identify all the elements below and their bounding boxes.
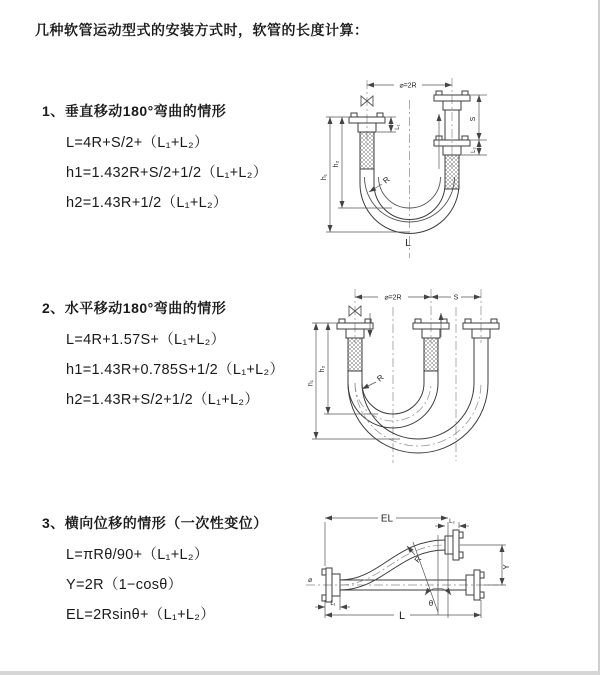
formula-h1: h1=1.43R+0.785S+1/2（L₁+L₂）	[66, 362, 285, 378]
formula-h1: h1=1.432R+S/2+1/2（L₁+L₂）	[66, 165, 268, 181]
flange-right-moved	[463, 319, 499, 383]
angle-label: θ	[428, 599, 434, 608]
section-1-heading: 1、垂直移动180°弯曲的情形	[42, 103, 227, 119]
diagram-vertical-180-bend	[312, 72, 590, 262]
dim-l: L	[398, 610, 406, 622]
section-2-heading: 2、水平移动180°弯曲的情形	[42, 300, 227, 316]
dim-s: S	[453, 294, 459, 302]
dim-h1: h₁	[308, 379, 315, 387]
formula-L: L=4R+S/2+（L₁+L₂）	[66, 135, 209, 151]
diagram-horizontal-180-bend	[308, 283, 593, 468]
dim-h2: h₂	[333, 160, 340, 168]
dim-l2: L₂	[471, 147, 477, 153]
formula-L: L=4R+1.57S+（L₁+L₂）	[66, 332, 226, 348]
hose-u-bends	[348, 371, 488, 453]
formula-Y: Y=2R（1−cosθ）	[66, 577, 183, 593]
radius-label: R	[412, 554, 424, 565]
formula-h2: h2=1.43R+S/2+1/2（L₁+L₂）	[66, 392, 260, 408]
radius-label: R	[381, 174, 392, 186]
dim-h1: h₁	[321, 173, 328, 181]
formula-h2: h2=1.43R+1/2（L₁+L₂）	[66, 195, 228, 211]
length-label: L	[405, 238, 411, 249]
dim-diameter-2R: ⌀=2R	[399, 82, 417, 90]
formula-L: L=πRθ/90+（L₁+L₂）	[66, 547, 209, 563]
section-lateral-displacement	[42, 513, 268, 630]
dim-diameter-2R: ⌀=2R	[384, 294, 402, 302]
section-1-formulas	[66, 128, 268, 218]
hose-moved-position	[340, 530, 463, 590]
dim-s: S	[470, 116, 477, 122]
radius-label: R	[375, 372, 386, 384]
centerline-mark: ⌀	[308, 577, 313, 584]
formula-EL: EL=2Rsinθ+（L₁+L₂）	[66, 607, 216, 623]
section-3-formulas	[66, 540, 268, 630]
section-3-heading: 3、横向位移的情形（一次性变位）	[42, 515, 268, 531]
dim-l2: L₂	[449, 519, 455, 525]
flange-right-original	[434, 136, 470, 189]
section-horizontal-180	[42, 298, 284, 415]
section-2-formulas	[66, 325, 284, 415]
page-title: 几种软管运动型式的安装方式时，软管的长度计算：	[35, 22, 369, 38]
dim-l1: L₁	[330, 601, 336, 607]
diagram-lateral-displacement	[298, 500, 598, 660]
dim-h2: h₂	[319, 365, 326, 373]
dim-l1: L₁	[395, 124, 401, 130]
dim-el: EL	[380, 513, 394, 525]
section-vertical-180	[42, 101, 268, 218]
dim-y: Y	[502, 564, 511, 570]
